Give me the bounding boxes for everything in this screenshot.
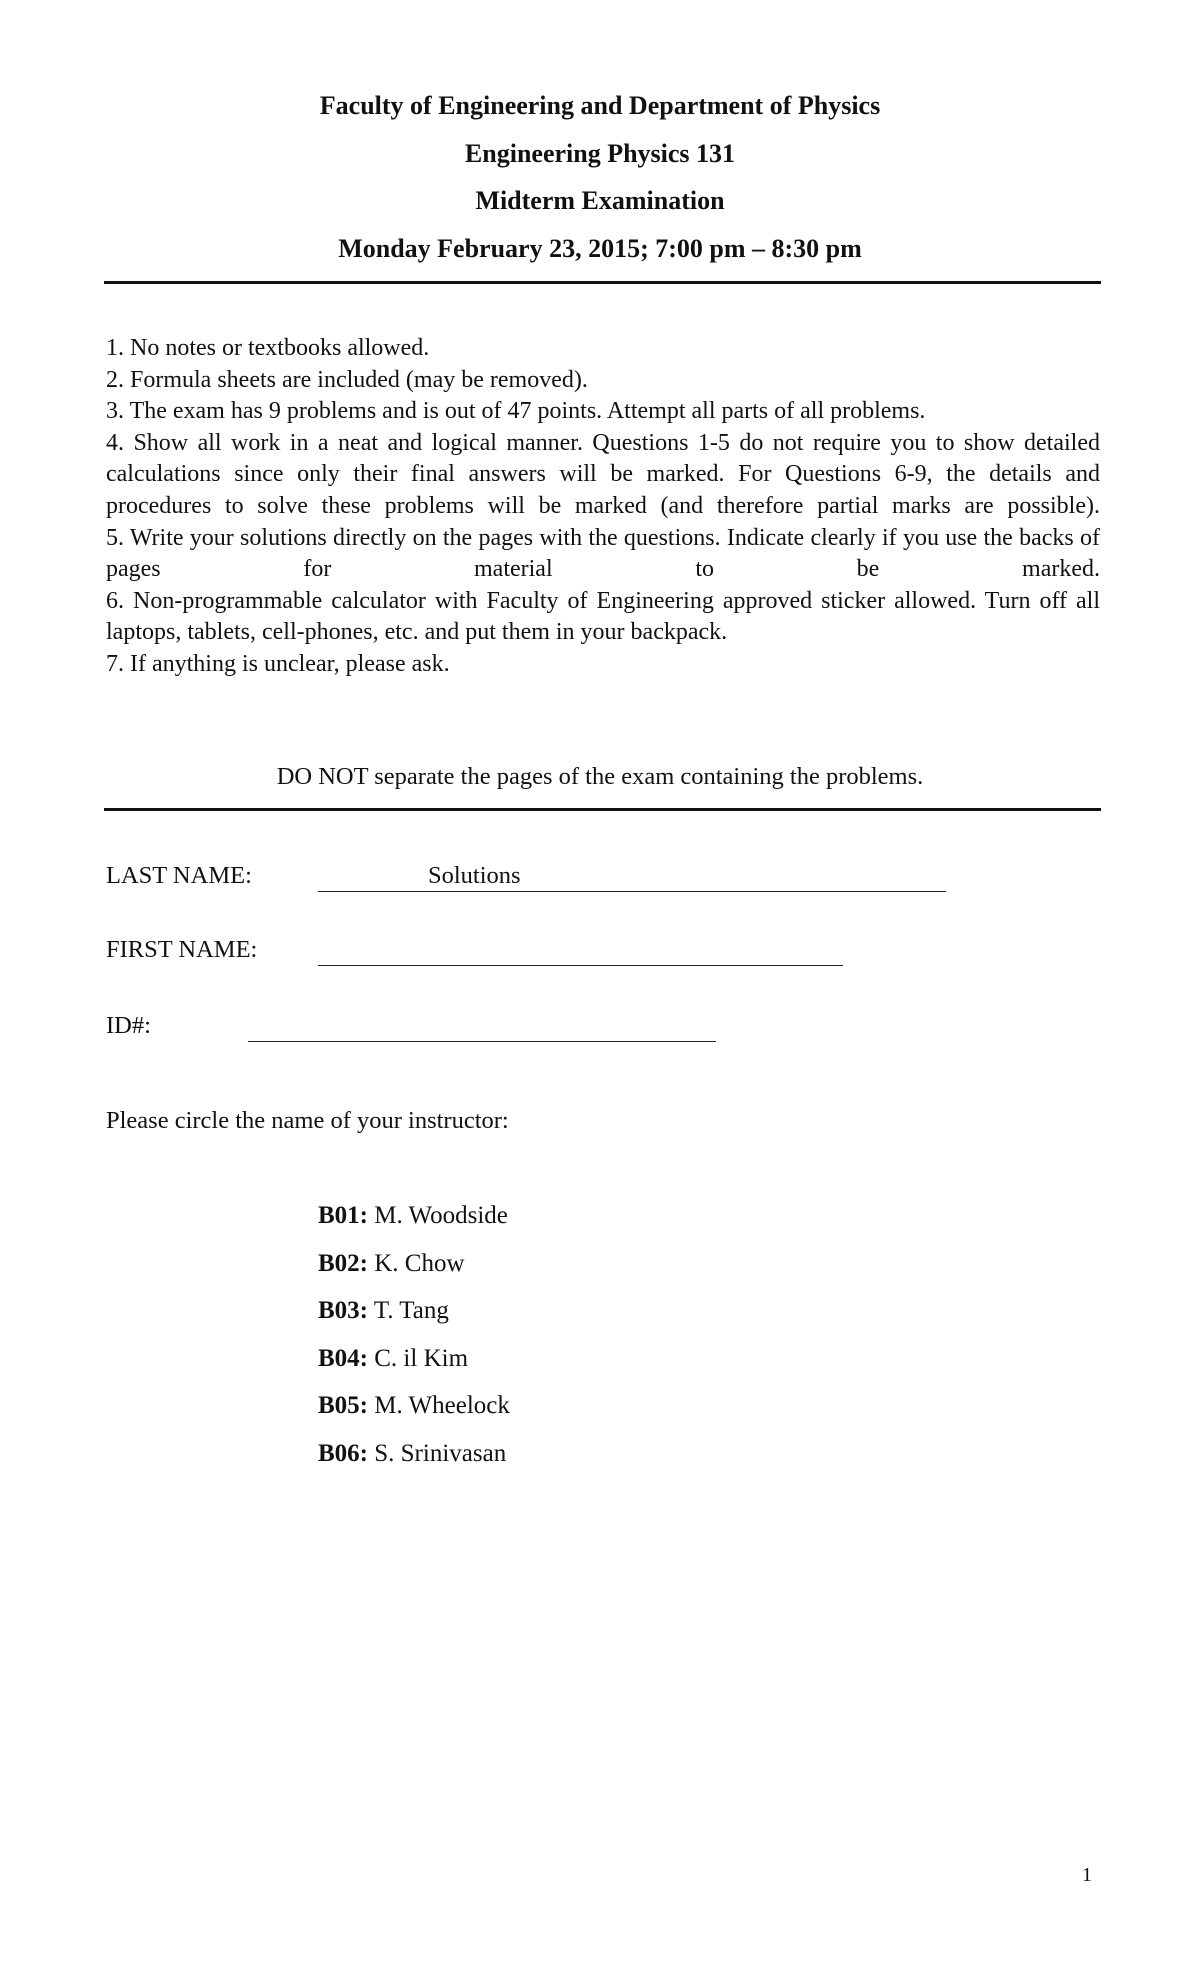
exam-type-heading: Midterm Examination — [475, 186, 725, 215]
instructor-name: T. Tang — [373, 1297, 449, 1324]
course-heading: Engineering Physics 131 — [464, 139, 736, 168]
section-code: B02: — [318, 1250, 368, 1277]
instructor-name: M. Wheelock — [374, 1392, 510, 1419]
instruction-item: 3. The exam has 9 problems and is out of 47 points. Attempt all parts of all problems. — [106, 398, 926, 425]
section-code: B05: — [318, 1392, 368, 1419]
instructor-name: S. Srinivasan — [374, 1440, 507, 1467]
last-name-field[interactable] — [318, 891, 946, 892]
instructor-name: K. Chow — [374, 1250, 465, 1277]
instructions-list — [106, 333, 1100, 681]
instruction-item: 4. Show all work in a neat and logical manner. Questions 1-5 do not require you to show detailed calculations since only their final answers will be marked. For Questions 6-9, the details and procedures to solve these problems will be marked (and therefore partial marks are possible). — [106, 429, 1100, 519]
last-name-value: Solutions — [428, 862, 521, 889]
instructions-divider — [104, 808, 1101, 811]
section-code: B04: — [318, 1345, 368, 1372]
do-not-separate-notice: DO NOT separate the pages of the exam containing the problems. — [276, 763, 924, 790]
first-name-label: FIRST NAME: — [106, 936, 258, 963]
id-field[interactable] — [248, 1041, 716, 1042]
instructor-option[interactable] — [318, 1295, 449, 1327]
section-code: B06: — [318, 1440, 368, 1467]
instructor-name: C. il Kim — [374, 1345, 469, 1372]
section-code: B03: — [318, 1297, 368, 1324]
instructor-option[interactable] — [318, 1390, 510, 1422]
instructor-option[interactable] — [318, 1438, 506, 1470]
instructor-option[interactable] — [318, 1200, 508, 1232]
first-name-field[interactable] — [318, 965, 843, 966]
faculty-heading: Faculty of Engineering and Department of Physics — [319, 91, 881, 120]
instruction-item: 2. Formula sheets are included (may be removed). — [106, 366, 588, 393]
exam-date-heading: Monday February 23, 2015; 7:00 pm – 8:30 pm — [338, 234, 862, 263]
page-number: 1 — [1082, 1864, 1092, 1886]
instructor-prompt: Please circle the name of your instructor: — [106, 1107, 509, 1134]
instruction-item: 5. Write your solutions directly on the pages with the questions. Indicate clearly if you use the backs of pages for material to be marked. — [106, 524, 1100, 583]
instructor-option[interactable] — [318, 1248, 465, 1280]
instructor-name: M. Woodside — [374, 1202, 508, 1229]
header-divider — [104, 281, 1101, 284]
instruction-item: 7. If anything is unclear, please ask. — [106, 650, 450, 677]
instruction-item: 1. No notes or textbooks allowed. — [106, 335, 430, 361]
id-label: ID#: — [106, 1012, 151, 1039]
instructor-option[interactable] — [318, 1343, 468, 1375]
section-code: B01: — [318, 1202, 368, 1229]
last-name-label: LAST NAME: — [106, 862, 252, 889]
instruction-item: 6. Non-programmable calculator with Faculty of Engineering approved sticker allowed. Turn off all laptops, tablets, cell-phones, etc. and put them in your backpack. — [106, 587, 1100, 646]
